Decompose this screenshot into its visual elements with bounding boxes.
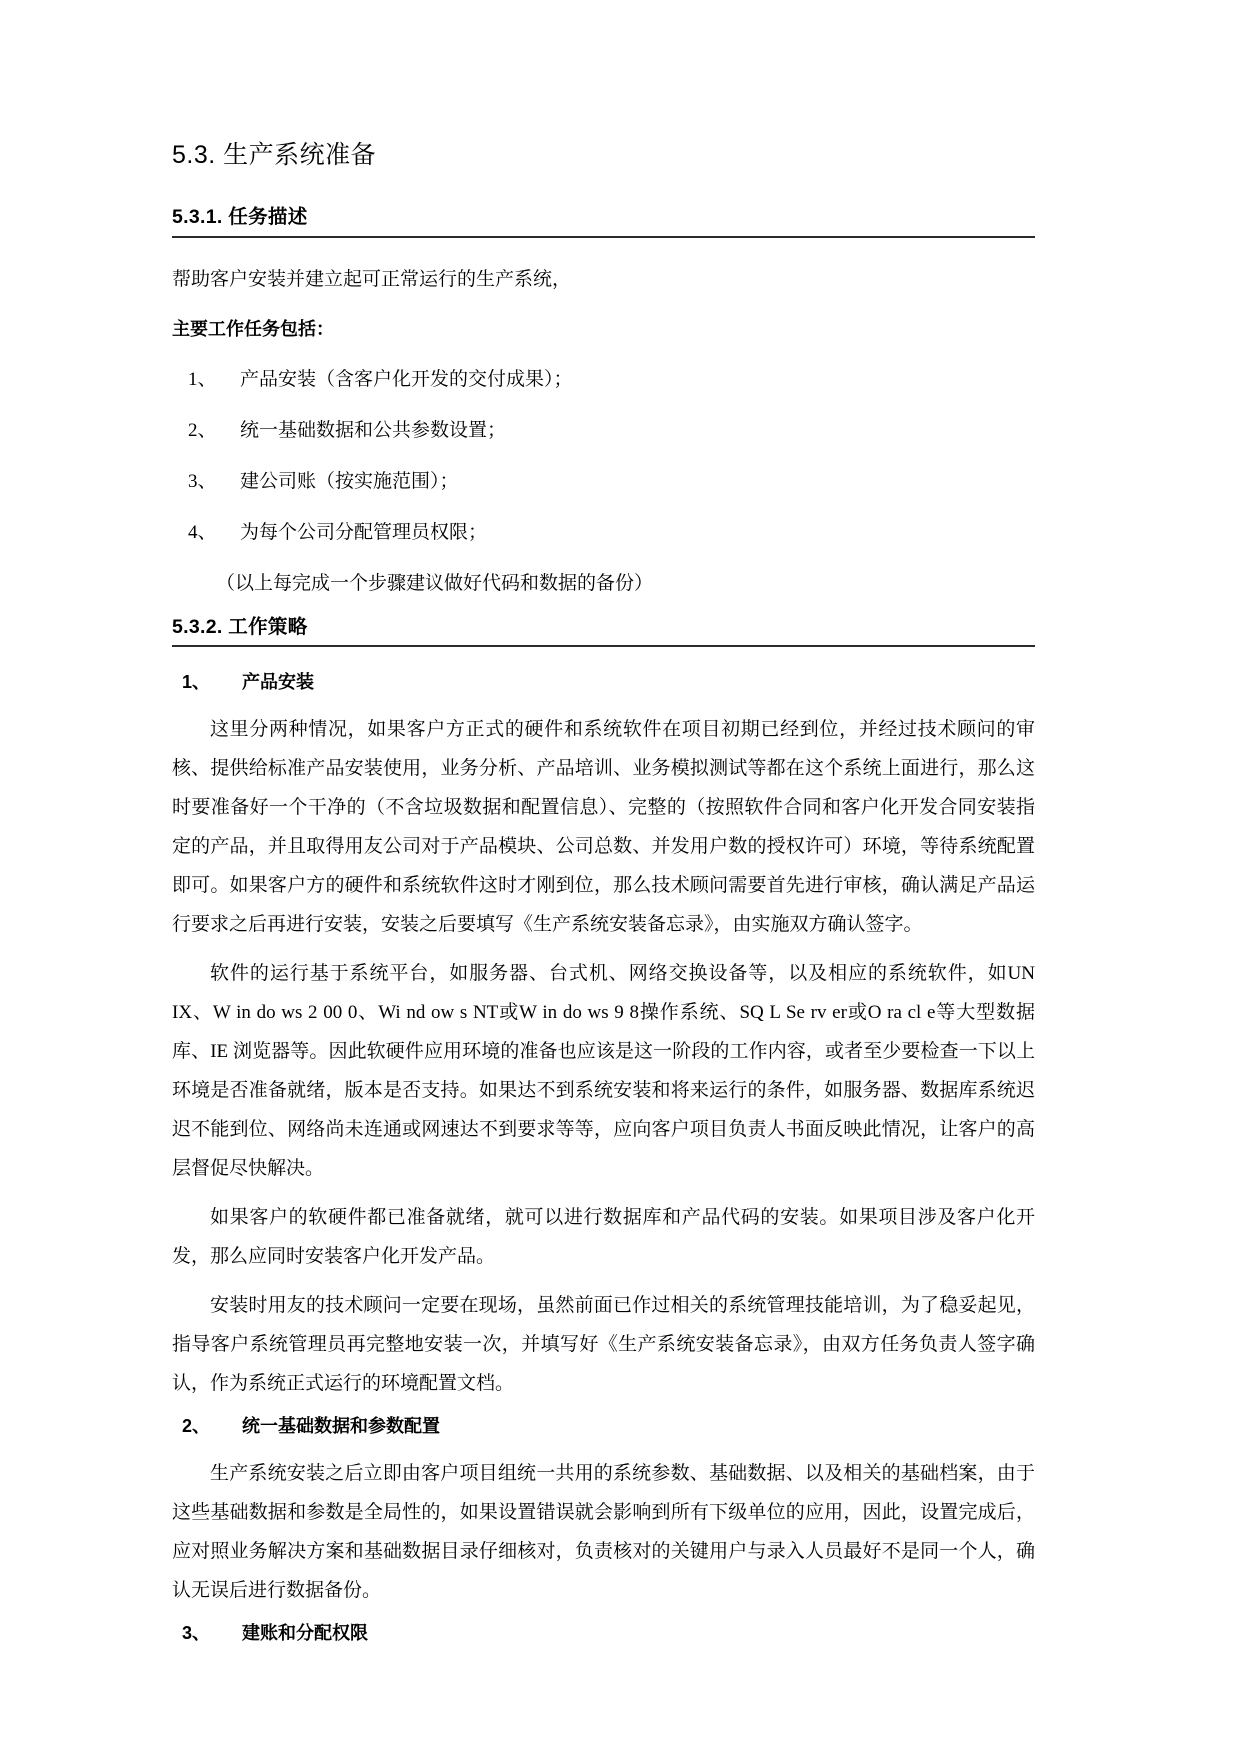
list-item — [172, 462, 1035, 501]
heading-work-strategy-wrapper — [172, 615, 1035, 647]
list-item-label: 为每个公司分配管理员权限； — [240, 521, 488, 543]
list-item-number: 2、 — [188, 419, 217, 441]
strategy-1-paragraph-3: 如果客户的软硬件都已准备就绪，就可以进行数据库和产品代码的安装。如果项目涉及客户化开发，那么应同时安装客户化开发产品。 — [172, 1207, 1035, 1268]
task-list — [172, 360, 1035, 552]
strategy-title: 产品安装 — [242, 672, 314, 693]
list-item-label: 产品安装（含客户化开发的交付成果）； — [240, 368, 573, 390]
strategy-title: 统一基础数据和参数配置 — [242, 1416, 440, 1437]
strategy-heading-2 — [172, 1413, 1035, 1440]
strategy-number: 1、 — [182, 672, 211, 693]
strategy-heading-1 — [172, 669, 1035, 696]
list-item-label: 统一基础数据和公共参数设置； — [240, 419, 507, 441]
task-list-note: （以上每完成一个步骤建议做好代码和数据的备份） — [216, 572, 654, 594]
list-item-number: 3、 — [188, 470, 217, 492]
strategy-1-paragraph-2: 软件的运行基于系统平台，如服务器、台式机、网络交换设备等，以及相应的系统软件，如UN IX、W in do ws 2 00 0、Wi nd ow s NT或W in do ws 9 8操作系统、SQ L Se rv er或O ra cl e等大型数据库、IE 浏览器等。因此软硬件应用环境的准备也应该是这一阶段的工作内容，或者至少要检查一下以上环境是否准备就绪，版本是否支持。如果达不到系统安装和将来运行的条件，如服务器、数据库系统迟迟不能到位、网络尚未连通或网速达不到要求等等，应向客户项目负责人书面反映此情况，让客户的高层督促尽快解决。 — [172, 963, 1035, 1180]
strategy-2-paragraph-1: 生产系统安装之后立即由客户项目组统一共用的系统参数、基础数据、以及相关的基础档案，由于这些基础数据和参数是全局性的，如果设置错误就会影响到所有下级单位的应用，因此，设置完成后，应对照业务解决方案和基础数据目录仔细核对，负责核对的关键用户与录入人员最好不是同一个人，确认无误后进行数据备份。 — [172, 1463, 1035, 1602]
strategy-number: 2、 — [182, 1416, 211, 1437]
strategy-heading-3 — [172, 1620, 1035, 1647]
list-item-number: 4、 — [188, 521, 217, 543]
list-item — [172, 411, 1035, 450]
page-title: 5.3. 生产系统准备 — [172, 141, 377, 169]
list-item — [172, 360, 1035, 399]
list-item — [172, 513, 1035, 552]
heading-task-description: 5.3.1. 任务描述 — [172, 205, 1035, 237]
page-content — [172, 140, 1035, 1647]
list-item-number: 1、 — [188, 368, 217, 390]
strategy-1-paragraph-4: 安装时用友的技术顾问一定要在现场，虽然前面已作过相关的系统管理技能培训，为了稳妥起见，指导客户系统管理员再完整地安装一次，并填写好《生产系统安装备忘录》，由双方任务负责人签字确认，作为系统正式运行的环境配置文档。 — [172, 1295, 1035, 1395]
strategy-number: 3、 — [182, 1623, 211, 1644]
heading-task-description-wrapper — [172, 205, 1035, 237]
task-description-lead: 帮助客户安装并建立起可正常运行的生产系统， — [172, 268, 572, 290]
list-item-label: 建公司账（按实施范围）； — [240, 470, 459, 492]
strategy-1-paragraph-1: 这里分两种情况，如果客户方正式的硬件和系统软件在项目初期已经到位，并经过技术顾问的审核、提供给标准产品安装使用，业务分析、产品培训、业务模拟测试等都在这个系统上面进行，那么这时要准备好一个干净的（不含垃圾数据和配置信息）、完整的（按照软件合同和客户化开发合同安装指定的产品，并且取得用友公司对于产品模块、公司总数、并发用户数的授权许可）环境，等待系统配置即可。如果客户方的硬件和系统软件这时才刚到位，那么技术顾问需要首先进行审核，确认满足产品运行要求之后再进行安装，安装之后要填写《生产系统安装备忘录》，由实施双方确认签字。 — [172, 719, 1035, 936]
task-list-subheading: 主要工作任务包括： — [172, 318, 334, 339]
heading-work-strategy: 5.3.2. 工作策略 — [172, 615, 1035, 647]
strategy-title: 建账和分配权限 — [242, 1623, 368, 1644]
